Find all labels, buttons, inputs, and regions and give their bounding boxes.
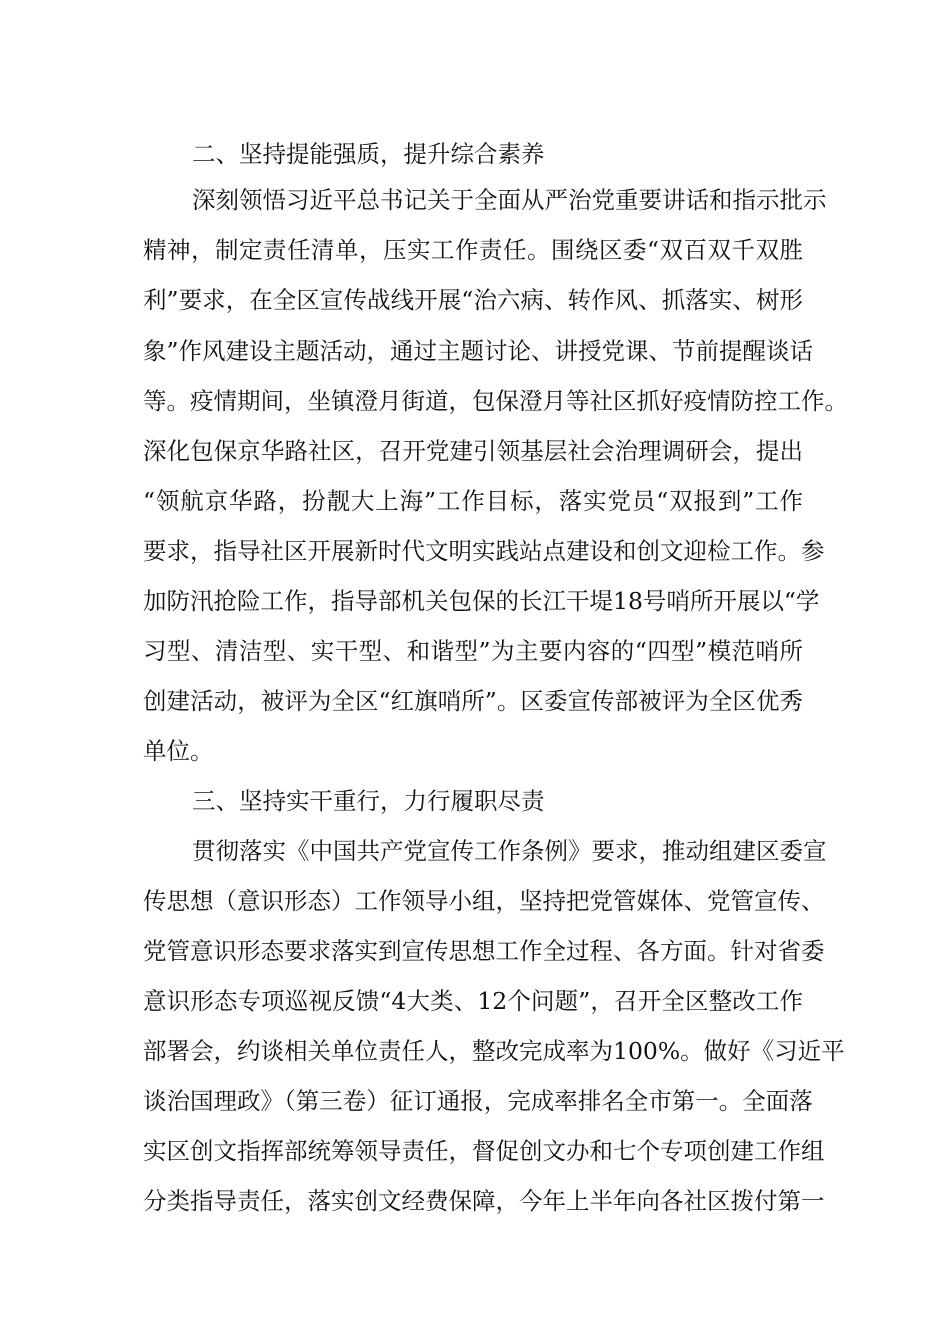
paragraph-line: 部署会，约谈相关单位责任人，整改完成率为100%。做好《习近平	[143, 1037, 845, 1065]
paragraph-line: 谈治国理政》（第三卷）征订通报，完成率排名全市第一。全面落	[143, 1087, 813, 1115]
paragraph-line: 习型、清洁型、实干型、和谐型”为主要内容的“四型”模范哨所	[143, 637, 803, 665]
paragraph-line: 利”要求，在全区宣传战线开展“治六病、转作风、抓落实、树形	[143, 286, 803, 314]
paragraph-line: 创建活动，被评为全区“红旗哨所”。区委宣传部被评为全区优秀	[143, 687, 803, 715]
paragraph-line: 象”作风建设主题活动，通过主题讨论、讲授党课、节前提醒谈话	[143, 337, 814, 365]
section-heading-2: 二、坚持提能强质，提升综合素养	[192, 140, 545, 168]
paragraph-line: 意识形态专项巡视反馈“4大类、12个问题”，召开全区整改工作	[143, 987, 803, 1015]
paragraph-line: 深化包保京华路社区，召开党建引领基层社会治理调研会，提出	[143, 437, 803, 465]
paragraph-line: 深刻领悟习近平总书记关于全面从严治党重要讲话和指示批示	[192, 186, 827, 214]
paragraph-line: 要求，指导社区开展新时代文明实践站点建设和创文迎检工作。参	[143, 537, 825, 565]
paragraph-line: 加防汛抢险工作，指导部机关包保的长江干堤18号哨所开展以“学	[143, 587, 820, 615]
paragraph-line: 等。疫情期间，坐镇澄月街道，包保澄月等社区抓好疫情防控工作。	[143, 387, 848, 415]
paragraph-line: 实区创文指挥部统筹领导责任，督促创文办和七个专项创建工作组	[143, 1137, 825, 1165]
paragraph-line: 精神，制定责任清单，压实工作责任。围绕区委“双百双千双胜	[143, 236, 803, 264]
section-heading-3: 三、坚持实干重行，力行履职尽责	[192, 787, 545, 815]
paragraph-line: “领航京华路，扮靓大上海”工作目标，落实党员“双报到”工作	[143, 487, 803, 515]
paragraph-line: 贯彻落实《中国共产党宣传工作条例》要求，推动组建区委宣	[192, 837, 827, 865]
paragraph-line: 单位。	[143, 737, 214, 765]
paragraph-line: 传思想（意识形态）工作领导小组，坚持把党管媒体、党管宣传、	[143, 887, 825, 915]
paragraph-line: 分类指导责任，落实创文经费保障，今年上半年向各社区拨付第一	[143, 1187, 825, 1215]
paragraph-line: 党管意识形态要求落实到宣传思想工作全过程、各方面。针对省委	[143, 937, 825, 965]
